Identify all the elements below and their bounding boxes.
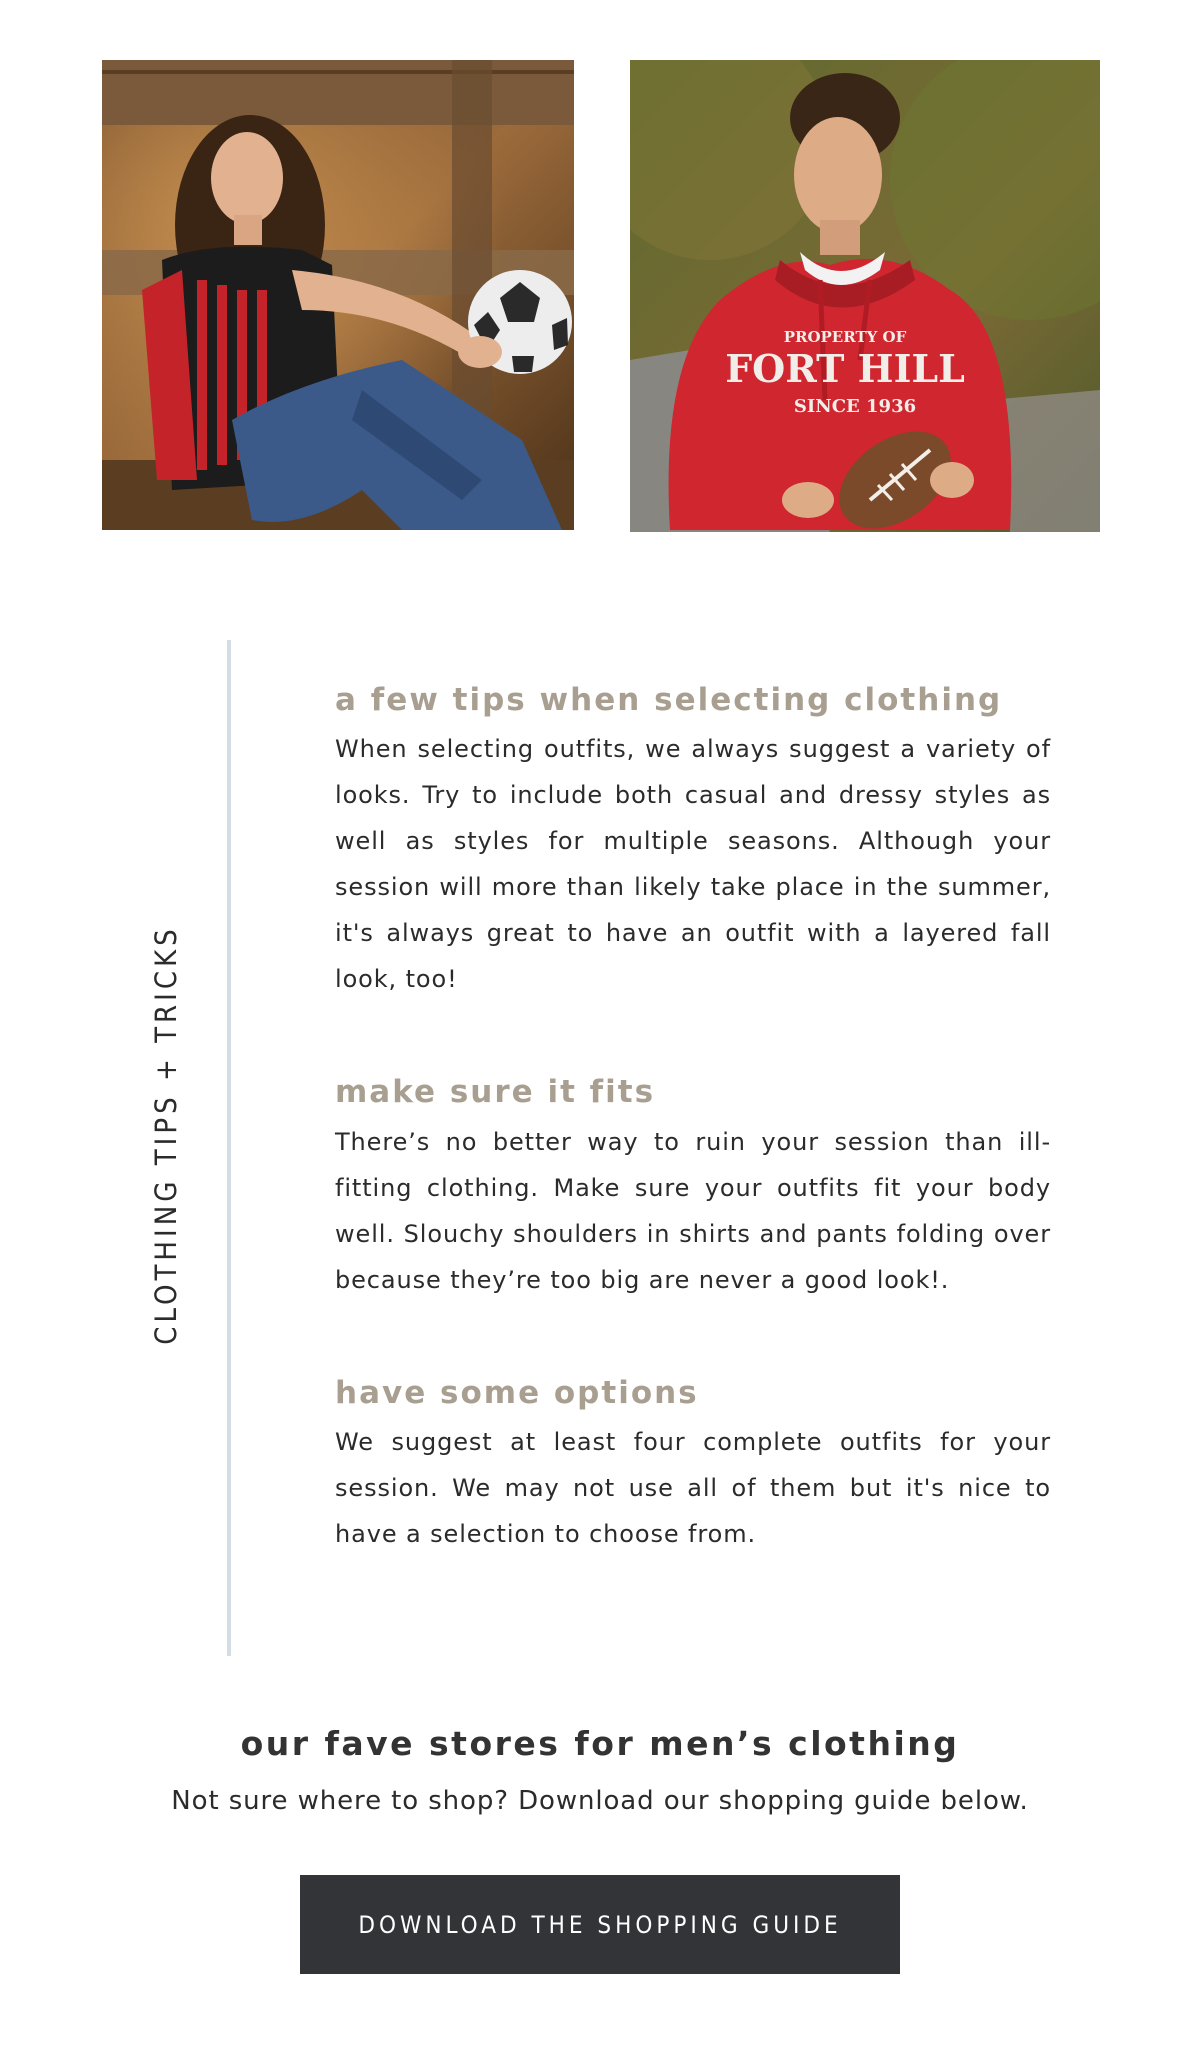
tip-selecting-clothing <box>335 680 1051 1002</box>
tip-options <box>335 1373 1051 1557</box>
section-divider <box>227 640 231 1656</box>
hoodie-print-line1: PROPERTY OF <box>783 328 907 346</box>
stores-heading: our fave stores for men’s clothing <box>240 1724 960 1763</box>
tip-heading: have some options <box>335 1374 699 1411</box>
soccer-player-photo <box>102 60 574 530</box>
hoodie-print-line3: SINCE 1936 <box>793 396 917 417</box>
tip-fit <box>335 1072 1051 1302</box>
tip-body: We suggest at least four complete outfits for your session. We may not use all of them but it's nice to have a selection to choose from. <box>335 1427 1051 1548</box>
football-player-photo <box>630 60 1100 532</box>
download-shopping-guide-button[interactable]: DOWNLOAD THE SHOPPING GUIDE <box>300 1875 900 1974</box>
tip-heading: a few tips when selecting clothing <box>335 682 1003 718</box>
tip-heading: make sure it fits <box>335 1074 656 1111</box>
tip-body: There’s no better way to ruin your session than ill-fitting clothing. Make sure your outfits fit your body well. Slouchy shoulders in shirts and pants folding over because they’re too big are never a good look!. <box>335 1127 1051 1294</box>
stores-subtext: Not sure where to shop? Download our shopping guide below. <box>171 1786 1029 1816</box>
tip-body: When selecting outfits, we always suggest a variety of looks. Try to include both casual and dressy styles as well as styles for multiple seasons. Although your session will more than likely take place in the summer, it's always great to have an outfit with a layered fall look, too! <box>335 735 1051 994</box>
hoodie-print-line2: FORT HILL <box>725 346 965 391</box>
section-vertical-title: CLOTHING TIPS + TRICKS <box>149 925 183 1345</box>
clothing-tips-list <box>335 680 1051 1557</box>
